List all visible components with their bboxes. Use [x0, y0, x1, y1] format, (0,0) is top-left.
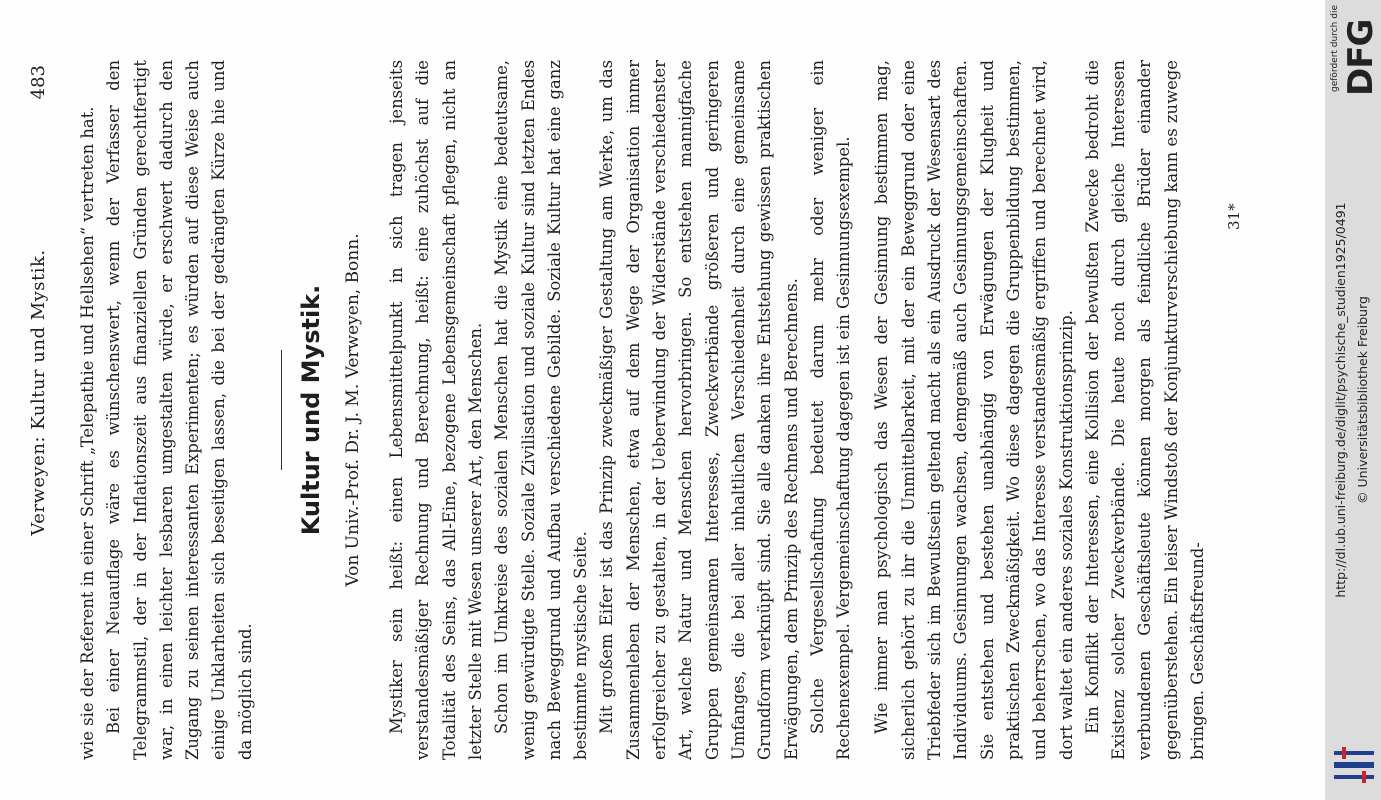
section-divider [281, 350, 282, 470]
page-text [75, 60, 1211, 760]
running-header [28, 65, 54, 720]
permalink-url[interactable]: http://dl.ub.uni-freiburg.de/diglit/psychische_studien1925/0491 [1333, 202, 1348, 598]
signature-mark: 31* [1225, 203, 1243, 230]
paragraph: Mit großem Eifer ist das Prinzip zweckmäßiger Gestaltung am Werke, um das Zusammenleben der Menschen, etwa auf dem Wege der Organisation immer erfolgreicher zu gestalten, in der Ueberwindung der Widerstände verschiedenster Art, welche Natur und Menschen hervorbringen. So entstehen mannigfache Gruppen gemeinsamen Interesses, Zweckverbände größeren und geringeren Umfanges, die bei aller inhaltlichen Verschiedenheit durch eine gemeinsame Grundform verknüpft sind. Sie alle danken ihre Entstehung gewissen praktischen Erwägungen, dem Prinzip des Rechnens und Berechnens. [597, 60, 801, 760]
dfg-caption: gefördert durch die [1330, 5, 1340, 92]
page-number: 483 [28, 65, 49, 100]
paragraph: Solche Vergesellschaftung bedeutet darum mehr oder weniger ein Rechenexempel. Vergemeinschaftung dagegen ist ein Gesinnungsexempel. [807, 60, 854, 760]
paragraph: Ein Konflikt der Interessen, eine Kollision der bewußten Zwecke bedroht die Existenz solcher Zweckverbände. Die heute noch durch gleiche Interessen verbundenen Geschäftsleute können morgen als feindliche Brüder einander gegenüberstehen. Ein leiser Windstoß der Konjunkturverschiebung kann es zuwege bringen. Geschäftsfreund- [1082, 60, 1207, 760]
article-title: Kultur und Mystik. [297, 284, 326, 536]
university-library-logo-icon [1330, 745, 1378, 785]
paragraph: Schon im Umkreise des sozialen Menschen hat die Mystik eine bedeutsame, wenig gewürdigte Stelle. Soziale Zivilisation und soziale Kultur sind letzten Endes nach Beweggrund und Aufbau verschiedene Gebilde. Soziale Kultur hat eine ganz bestimmte mystische Seite. [492, 60, 591, 760]
paragraph: wie sie der Referent in einer Schrift „Telepathie und Hellsehen“ vertreten hat. [78, 106, 97, 760]
paragraph: Mystiker sein heißt: einen Lebensmittelpunkt in sich tragen jenseits verstandesmäßiger Rechnung und Berechnung, heißt: eine zuhöchst auf die Totalität des Seins, das All-Eine, bezogene Lebensgemeinschaft pflegen, nicht an letzter Stelle mit Wesen unserer Art, den Menschen. [387, 60, 485, 760]
dfg-logo: DFG [1341, 19, 1381, 96]
copyright-notice: © Universitätsbibliothek Freiburg [1355, 296, 1370, 504]
paragraph: Wie immer man psychologisch das Wesen der Gesinnung bestimmen mag, sicherlich gehört zu ihr die Unmittelbarkeit, mit der ein Beweggrund oder eine Triebfeder sich im Bewußtsein geltend macht als ein Ausdruck der Wesensart des Individuums. Gesinnungen wachsen, demgemäß auch Gesinnungsgemeinschaften. Sie entstehen und bestehen unabhängig von Erwägungen der Klugheit und praktischen Zweckmäßigkeit. Wo diese dagegen die Gruppenbildung bestimmen, und beherrschen, wo das Interesse verstandesmäßig ergriffen und berechnet wird, dort waltet ein anderes soziales Konstruktionsprinzip. [872, 60, 1076, 760]
article-author: Von Univ.-Prof. Dr. J. M. Verweyen, Bonn. [343, 233, 364, 587]
running-header-title: Verweyen: Kultur und Mystik. [28, 249, 49, 536]
paragraph: Bei einer Neuauflage wäre es wünschenswert, wenn der Verfasser den Telegrammstil, der in der Inflationszeit aus finanziellen Gründen gerechtfertigt war, in einen leichter lesbaren umgestalten würde, er erschwert dadurch den Zugang zu seinen interessanten Experimenten; es würden auf diese Weise auch einige Unklarheiten sich beseitigen lassen, die bei der gedrängten Kürze hie und da möglich sind. [104, 60, 255, 760]
